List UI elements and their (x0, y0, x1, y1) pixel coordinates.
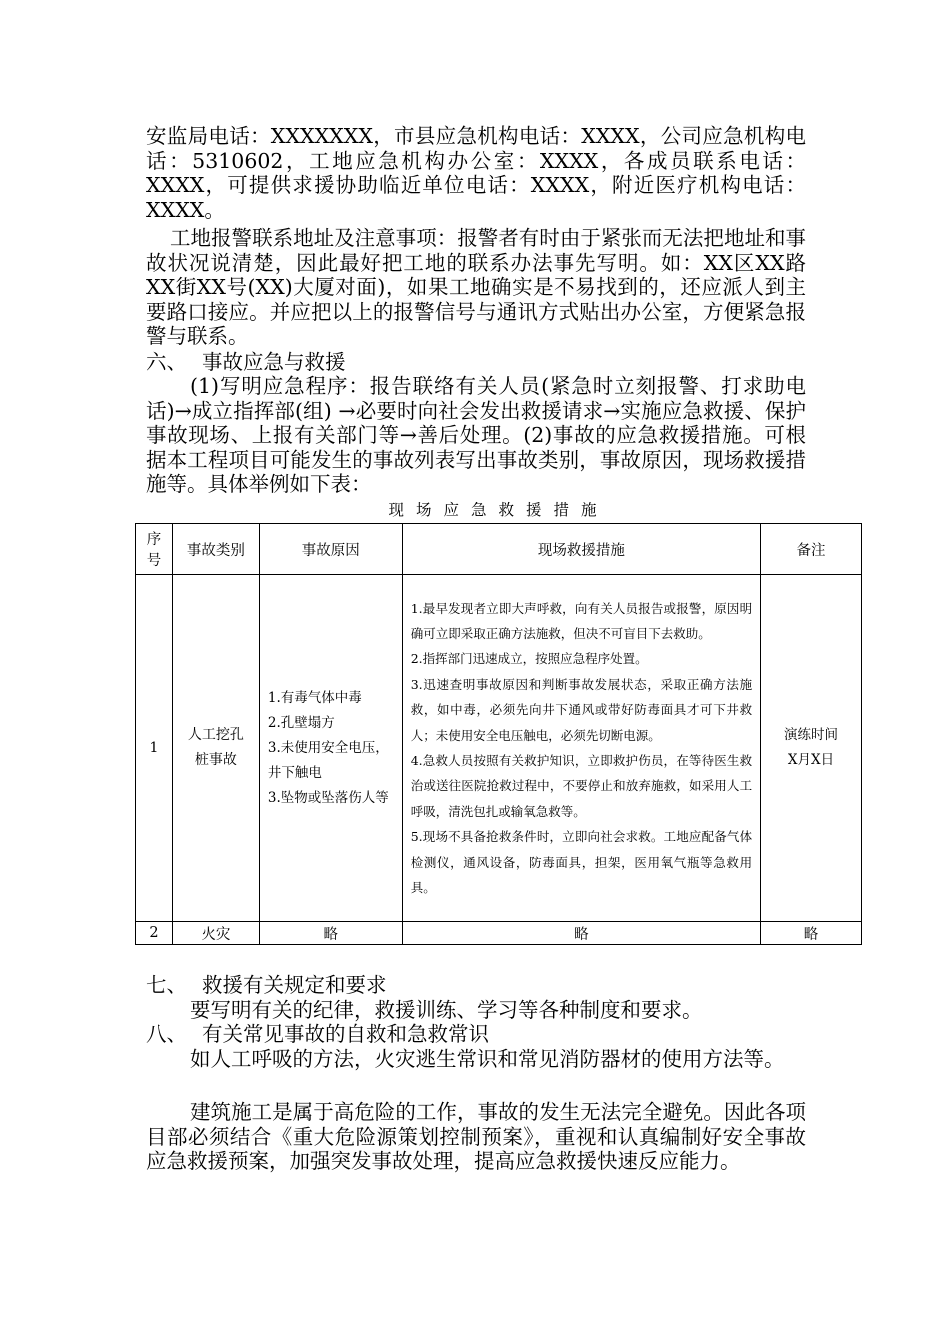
address-paragraph: 工地报警联系地址及注意事项：报警者有时由于紧张而无法把地址和事故状况说清楚，因此最好把工地的联系办法事先写明。如：XX区XX路XX街XX号(XX)大厦对面)，如果工地确实是不易找到的，还应派人到主要路口接应。并应把以上的报警信号与通讯方式贴出办公室，方便紧急报警与联系。 (146, 226, 806, 348)
rules-paragraph: 要写明有关的纪律，救援训练、学习等各种制度和要求。 (190, 998, 703, 1022)
cell-measures (402, 575, 760, 922)
procedure-paragraph: (1)写明应急程序：报告联络有关人员(紧急时立刻报警、打求助电话)→成立指挥部(组) →必要时向社会发出救援请求→实施应急救援、保护事故现场、上报有关部门等→善后处理。(2)事故的应急救援措施。可根据本工程项目可能发生的事故列表写出事故类别，事故原因，现场救援措施等。具体举例如下表： (146, 374, 806, 496)
section-title: 事故应急与救援 (202, 350, 346, 374)
cell-causes (259, 575, 402, 922)
table-caption: 现场应急救援措施 (388, 501, 609, 519)
section-heading-6 (146, 350, 346, 375)
table-row (136, 575, 862, 922)
cause-item: 1.有毒气体中毒 (267, 689, 362, 706)
cell-cause: 略 (259, 922, 402, 945)
section-heading-7 (146, 973, 387, 998)
note-line: X月X日 (787, 752, 835, 768)
cell-note (761, 575, 862, 922)
cell-note: 略 (761, 922, 862, 945)
table-row (136, 922, 862, 945)
note-line: 演练时间 (784, 727, 839, 743)
measure-item: 5.现场不具备抢救条件时，立即向社会求救。工地应配备气体检测仪，通风设备，防毒面具，担架，医用氧气瓶等急救用具。 (410, 829, 753, 896)
section-number: 八、 (146, 1022, 187, 1046)
section-heading-8 (146, 1022, 489, 1047)
cell-type: 人工挖孔桩事故 (172, 575, 259, 922)
contacts-paragraph: 安监局电话：XXXXXXX，市县应急机构电话：XXXX，公司应急机构电话：5310602，工地应急机构办公室：XXXX，各成员联系电话：XXXX，可提供求援协助临近单位电话：XXXX，附近医疗机构电话：XXXX。 (146, 124, 806, 222)
cause-item: 2.孔壁塌方 (267, 714, 335, 731)
section-title: 救援有关规定和要求 (202, 973, 387, 997)
header-cause: 事故原因 (259, 524, 402, 575)
measure-item: 1.最早发现者立即大声呼救，向有关人员报告或报警，原因明确可立即采取正确方法施救，但决不可盲目下去救助。 (410, 600, 753, 641)
measure-item: 3.迅速查明事故原因和判断事故发展状态，采取正确方法施救，如中毒，必须先向井下通风或带好防毒面具才可下井救人；未使用安全电压触电，必须先切断电源。 (410, 676, 753, 743)
measure-item: 2.指挥部门迅速成立，按照应急程序处置。 (410, 651, 648, 667)
measure-item: 4.急救人员按照有关救护知识，立即救护伤员，在等待医生救治或送往医院抢救过程中，不要停止和放弃施救，如采用人工呼吸，清洗包扎或输氧急救等。 (410, 753, 753, 819)
section-number: 六、 (146, 350, 187, 374)
header-note: 备注 (761, 524, 862, 575)
cell-measures: 略 (402, 922, 760, 945)
header-seq: 序号 (136, 524, 173, 575)
section-title: 有关常见事故的自救和急救常识 (202, 1022, 489, 1046)
section-number: 七、 (146, 973, 187, 997)
conclusion-paragraph: 建筑施工是属于高危险的工作，事故的发生无法完全避免。因此各项目部必须结合《重大危险源策划控制预案》，重视和认真编制好安全事故应急救援预案，加强突发事故处理，提高应急救援快速反应能力。 (146, 1100, 806, 1173)
self-rescue-paragraph: 如人工呼吸的方法，火灾逃生常识和常见消防器材的使用方法等。 (190, 1047, 785, 1071)
table-header-row (136, 524, 862, 575)
cause-item: 3.未使用安全电压，井下触电 (267, 739, 389, 781)
header-type: 事故类别 (172, 524, 259, 575)
cell-seq: 2 (136, 922, 173, 945)
header-measures: 现场救援措施 (402, 524, 760, 575)
cause-item: 3.坠物或坠落伤人等 (267, 789, 389, 806)
rescue-measures-table (135, 523, 862, 945)
cell-type: 火灾 (172, 922, 259, 945)
cell-seq: 1 (136, 575, 173, 922)
